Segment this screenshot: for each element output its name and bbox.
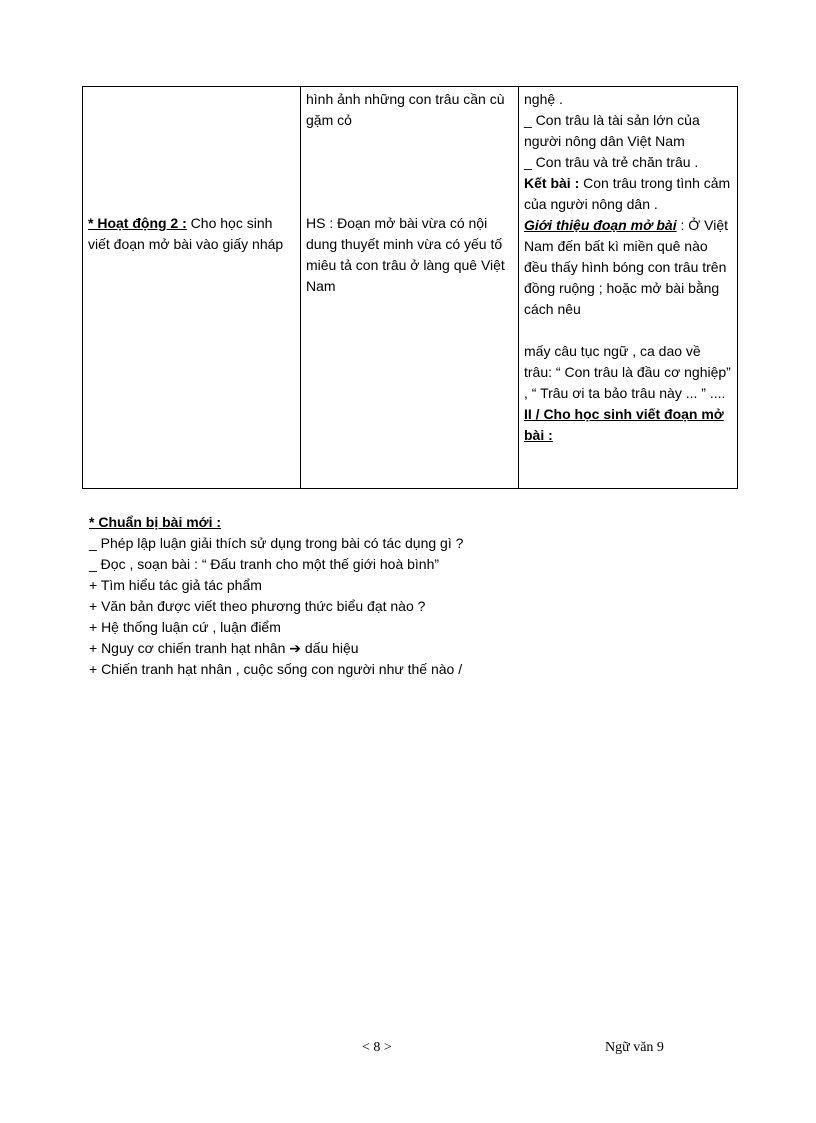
intro-text: : Ở Việt Nam đến bất kì miền quê nào đều thấy hình bóng con trâu trên đồng ruộng ; hoặc mở bài bằng cách nêu <box>524 217 729 317</box>
activity-2-block <box>88 213 295 255</box>
student-hs-text: HS : Đoạn mở bài vừa có nội dung thuyết minh vừa có yếu tố miêu tả con trâu ở làng quê Việt Nam <box>306 215 505 294</box>
conclusion-text: Con trâu trong tình cảm của người nông dân . <box>524 175 731 212</box>
student-column <box>301 87 519 489</box>
list-item: + Chiến tranh hạt nhân , cuộc sống con người như thế nào / <box>89 661 463 677</box>
conclusion-block <box>524 173 732 215</box>
list-item: + Nguy cơ chiến tranh hạt nhân ➔ dấu hiệu <box>89 640 359 656</box>
lesson-table <box>82 86 738 489</box>
subject-label: Ngữ văn 9 <box>605 1040 664 1055</box>
intro-label: Giới thiệu đoạn mở bài <box>524 217 677 233</box>
preparation-section <box>89 512 729 680</box>
preparation-title: * Chuẩn bị bài mới : <box>89 514 222 530</box>
list-item: _ Đọc , soạn bài : “ Đấu tranh cho một thế giới hoà bình” <box>89 556 440 572</box>
content-line: _ Con trâu là tài sản lớn của người nông dân Việt Nam <box>524 112 700 149</box>
content-line: _ Con trâu và trẻ chăn trâu . <box>524 154 699 170</box>
list-item: + Văn bản được viết theo phương thức biểu đạt nào ? <box>89 598 426 614</box>
activity-column <box>83 87 301 489</box>
list-item: + Hệ thống luận cứ , luận điểm <box>89 619 281 635</box>
content-column <box>519 87 738 489</box>
content-line: nghệ . <box>524 91 563 107</box>
list-item: _ Phép lập luận giải thích sử dụng trong bài có tác dụng gì ? <box>89 535 464 551</box>
proverbs-text: mấy câu tục ngữ , ca dao về trâu: “ Con trâu là đầu cơ nghiệp” , “ Trâu ơi ta bảo trâu này ... ” .... <box>524 343 731 401</box>
section-2-title: II / Cho học sinh viết đoạn mở bài : <box>524 406 724 443</box>
table-row <box>83 87 738 489</box>
activity-heading: * Hoạt động 2 : <box>88 215 187 231</box>
student-top-text: hình ảnh những con trâu cần cù gặm cỏ <box>306 91 505 128</box>
activity-text: Cho học sinh viết đoạn mở bài vào giấy nháp <box>88 215 284 252</box>
conclusion-label: Kết bài : <box>524 175 580 191</box>
intro-block <box>524 215 732 320</box>
page-number: < 8 > <box>362 1040 392 1055</box>
list-item: + Tìm hiểu tác giả tác phẩm <box>89 577 262 593</box>
